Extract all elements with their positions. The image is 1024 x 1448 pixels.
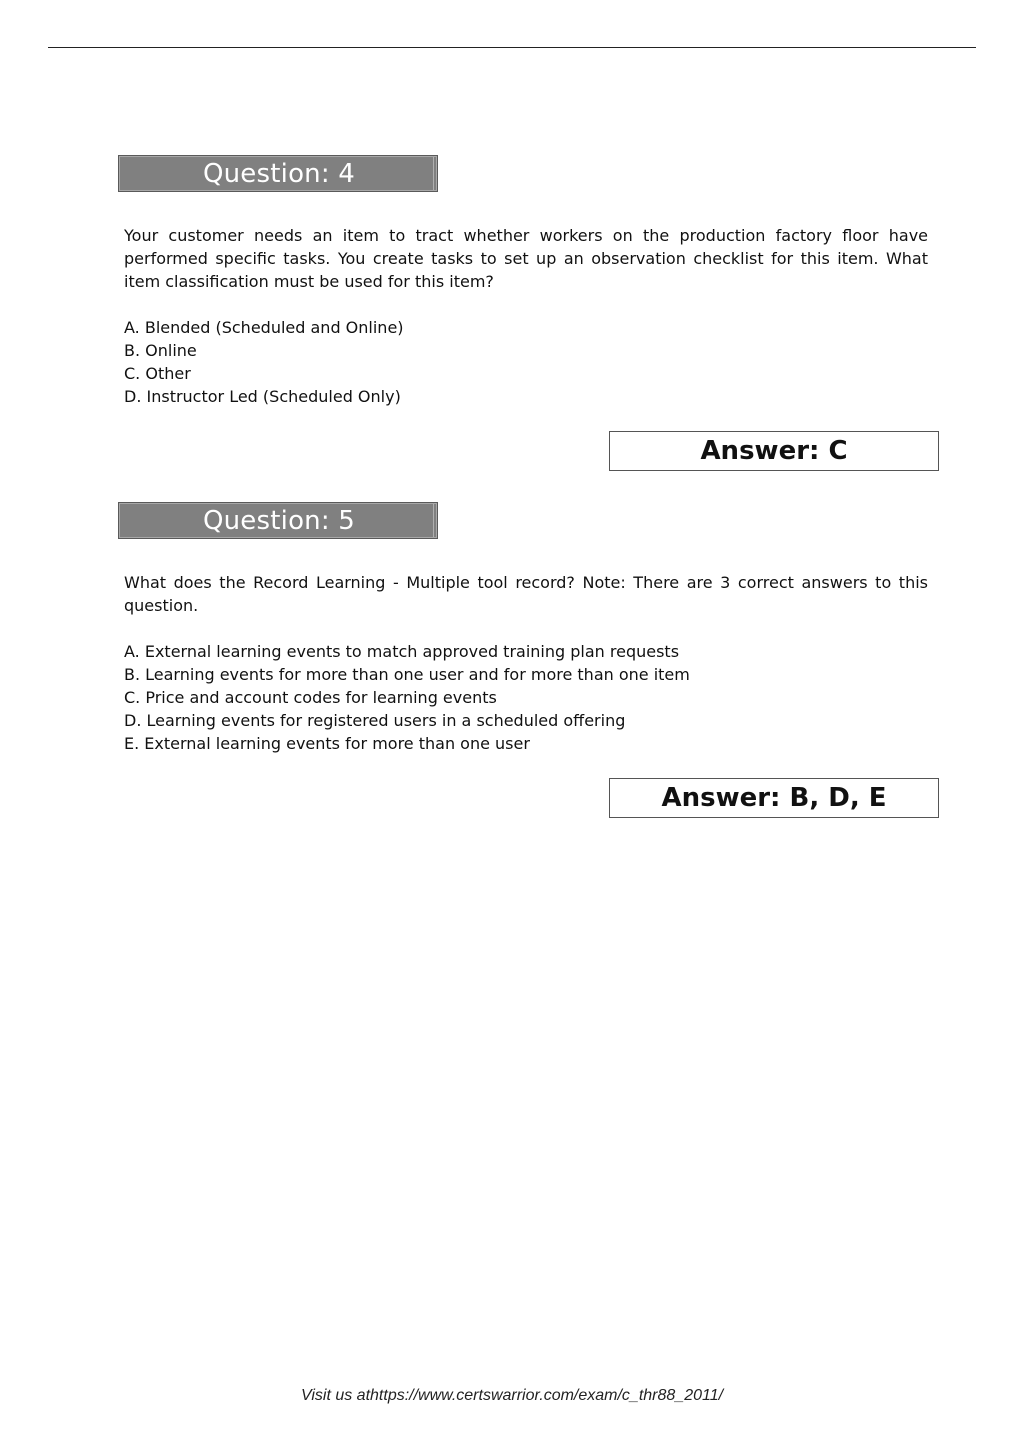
option-a: A. External learning events to match approved training plan requests: [124, 642, 680, 661]
option-d: D. Instructor Led (Scheduled Only): [124, 387, 401, 406]
option-e: E. External learning events for more than one user: [124, 734, 530, 753]
question-header-label: Question: 5: [202, 506, 356, 536]
option-b: B. Learning events for more than one user and for more than one item: [124, 665, 690, 684]
answer-box: [609, 778, 939, 818]
question-text: Your customer needs an item to tract whether workers on the production factory floor have performed specific tasks. You create tasks to set up an observation checklist for this item. What item classification must be used for this item?: [124, 226, 928, 291]
option-c: C. Price and account codes for learning events: [124, 688, 497, 707]
footer-link[interactable]: Visit us athttps://www.certswarrior.com/exam/c_thr88_2011/: [300, 1387, 724, 1404]
question-header: [118, 502, 438, 539]
question-header: [118, 155, 438, 192]
answer-options: [124, 640, 928, 755]
option-c: C. Other: [124, 364, 191, 383]
top-divider: [48, 47, 976, 48]
answer-options: [124, 316, 928, 408]
question-body: [124, 224, 928, 408]
question-text: What does the Record Learning - Multiple tool record? Note: There are 3 correct answers to this question.: [124, 573, 928, 615]
answer-box: [609, 431, 939, 471]
question-header-label: Question: 4: [202, 159, 356, 189]
question-body: [124, 571, 928, 755]
option-d: D. Learning events for registered users in a scheduled offering: [124, 711, 626, 730]
answer-text: Answer: B, D, E: [661, 783, 887, 813]
option-b: B. Online: [124, 341, 197, 360]
option-a: A. Blended (Scheduled and Online): [124, 318, 404, 337]
answer-text: Answer: C: [700, 436, 848, 466]
